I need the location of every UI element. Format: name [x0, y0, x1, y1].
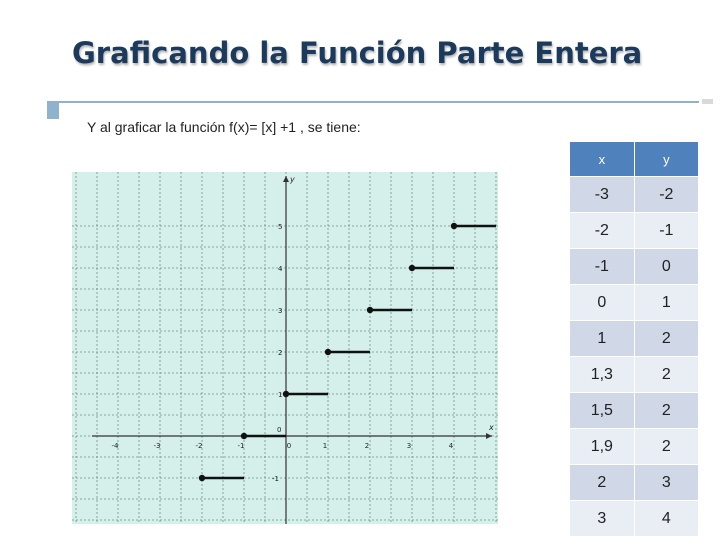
cell-y: 4	[634, 501, 698, 537]
cell-x: 1,5	[570, 393, 635, 429]
cell-y: -1	[634, 213, 698, 249]
table-row	[570, 501, 699, 537]
cell-x: 0	[570, 285, 635, 321]
closed-endpoint	[325, 349, 331, 355]
cell-x: 1,9	[570, 429, 635, 465]
closed-endpoint	[409, 265, 415, 271]
closed-endpoint	[241, 433, 247, 439]
table-row	[570, 393, 699, 429]
y-tick-label: 4	[278, 265, 283, 273]
y-tick-label: -1	[272, 475, 279, 483]
intro-text: Y al graficar la función f(x)= [x] +1 , se tiene:	[87, 119, 361, 135]
x-axis-label: x	[489, 423, 494, 432]
x-tick-label: -1	[237, 442, 245, 450]
cell-y: 3	[634, 465, 698, 501]
table-row	[570, 285, 699, 321]
closed-endpoint	[451, 223, 457, 229]
cell-x: 1	[570, 321, 635, 357]
x-tick-label: -3	[153, 442, 161, 450]
step-function-graph	[72, 172, 498, 524]
table-row	[570, 177, 699, 213]
closed-endpoint	[283, 391, 289, 397]
cell-y: 2	[634, 357, 698, 393]
cell-x: 3	[570, 501, 635, 537]
table-row	[570, 249, 699, 285]
closed-endpoint	[199, 475, 205, 481]
cell-x: -1	[570, 249, 635, 285]
slide-title: Graficando la Función Parte Entera	[72, 36, 643, 70]
cell-y: 1	[634, 285, 698, 321]
x-tick-label: 2	[364, 442, 370, 450]
table-row	[570, 213, 699, 249]
x-tick-label: -2	[195, 442, 203, 450]
x-tick-label: 0	[286, 442, 292, 450]
cell-x: -2	[570, 213, 635, 249]
title-rule-end	[702, 99, 713, 104]
table-row	[570, 321, 699, 357]
values-table	[569, 141, 699, 537]
header-y: y	[634, 142, 698, 177]
cell-y: 0	[634, 249, 698, 285]
x-tick-label: 3	[406, 442, 412, 450]
table-row	[570, 465, 699, 501]
y-tick-label: 3	[278, 307, 283, 315]
title-rule	[47, 101, 699, 103]
x-tick-label: -4	[111, 442, 119, 450]
table-row	[570, 429, 699, 465]
graph-background	[72, 172, 498, 524]
cell-x: 2	[570, 465, 635, 501]
y-tick-label: 2	[278, 349, 283, 357]
y-tick-label: 1	[278, 391, 283, 399]
table-row	[570, 357, 699, 393]
cell-y: -2	[634, 177, 698, 213]
closed-endpoint	[367, 307, 373, 313]
y-tick-label: 5	[278, 223, 283, 231]
cell-y: 2	[634, 429, 698, 465]
x-tick-label: 1	[322, 442, 328, 450]
cell-y: 2	[634, 393, 698, 429]
accent-bar	[47, 103, 59, 119]
cell-x: 1,3	[570, 357, 635, 393]
cell-x: -3	[570, 177, 635, 213]
y-tick-label: 0	[277, 426, 282, 434]
y-axis-label: y	[290, 175, 295, 184]
x-tick-label: 4	[448, 442, 454, 450]
cell-y: 2	[634, 321, 698, 357]
table-header-row	[570, 142, 699, 177]
header-x: x	[570, 142, 635, 177]
